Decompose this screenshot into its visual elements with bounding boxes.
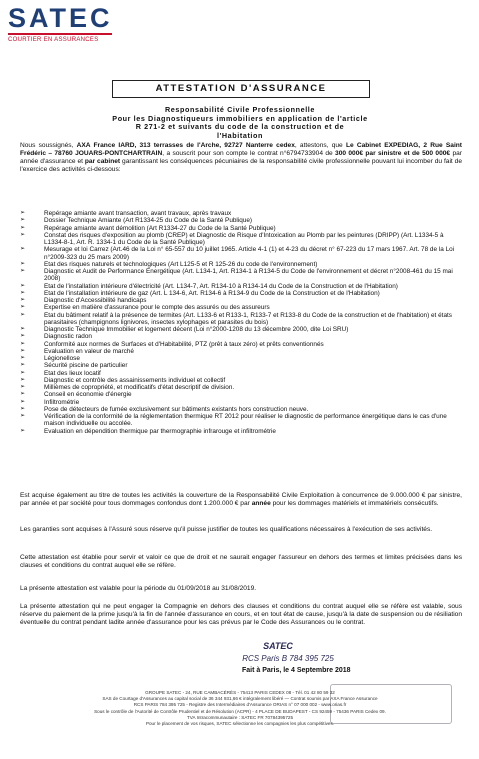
logo-subtitle: COURTIER EN ASSURANCES [8,37,99,43]
intro-text: , attestons, que [294,142,346,149]
activity-text: Légionellose [44,355,80,362]
arrow-bullet-icon: ➢ [20,246,26,253]
arrow-bullet-icon: ➢ [20,413,26,419]
activity-item [20,333,462,340]
subtitle-line: R 271-2 et suivants du code de la construction et de [135,122,345,132]
activity-item [20,428,462,435]
activity-text: Etat de l'installation intérieure de gaz (Art. L 134-6, Art. R134-6 à R134-9 du Code de la Construction et de l'Habitation) [44,289,380,297]
arrow-bullet-icon: ➢ [20,224,26,231]
signature-name: SATEC [263,641,293,651]
footer [20,690,460,727]
subtitle-line: Pour les Diagnostiqueurs immobiliers en application de l'article [112,113,368,123]
document-title: ATTESTATION D'ASSURANCE [112,80,370,98]
activity-item [20,283,462,290]
arrow-bullet-icon: ➢ [20,326,26,332]
insured-name: Le Cabinet EXPEDIAG, 2 Rue Saint Frédéric – 78760 JOUARS-PONTCHARTRAIN [20,142,463,157]
intro-text: Nous soussignés, [20,142,77,149]
logo-word: SATEC [8,3,113,33]
document-subtitle [20,106,460,140]
activity-text: Etat du bâtiment relatif à la présence de termites (Art. L133-6 et R133-1, R133-7 et R133-8 du Code de la construction et de l'habitation) et états parasitaires (champignons lignivores, insectes xylophages et parasites du bois) [44,311,452,326]
activity-text: Repérage amiante avant démolition (Art R1334-27 du Code de la Santé Publique) [44,224,276,232]
arrow-bullet-icon: ➢ [20,369,26,376]
rc-exploitation-paragraph [20,492,462,508]
intro-text: , a souscrit pour son compte le contrat n°6794733904 de [162,149,336,157]
activity-text: Diagnostic Technique Immobilier et logement décent (Loi n°2000-1208 du 13 décembre 2000, dite Loi SRU) [44,326,349,333]
subtitle-line: l'Habitation [216,130,264,140]
para-text: pour les dommages matériels et immatériels consécutifs. [270,499,439,507]
coverage-amount: 300 000€ par sinistre et de 500 000€ [335,149,451,157]
validity-terms-paragraph: Cette attestation est établie pour servir et valoir ce que de droit et ne saurait engager l'assureur en dehors des termes et limites précisées dans les clauses et conditions du contrat auquel elle se réfère. [20,554,462,569]
arrow-bullet-icon: ➢ [20,391,26,398]
activity-item [20,341,462,348]
arrow-bullet-icon: ➢ [20,347,26,354]
activity-item [20,326,462,333]
activity-text: Etat de l'installation intérieure d'électricité (Art. L134-7, Art. R134-10 à R134-14 du Code de la Construction et de l'Habitation) [44,282,398,290]
arrow-bullet-icon: ➢ [20,398,26,405]
arrow-bullet-icon: ➢ [20,376,26,383]
activity-text: Mesurage et loi Carrez (Art.46 de la Loi n° 65-557 du 10 juillet 1965. Article 4-1 (1) et 4-23 du décret n° 67-223 du 17 mars 1967. Art. 78 de la Loi n°2009-323 du 25 mars 2009) [44,246,455,261]
activity-item [20,391,462,398]
activity-text: Diagnostic d'Accessibilité handicaps [44,297,147,304]
activity-text: Constat des risques d'exposition au plomb (CREP) et Diagnostic de Risque d'Intoxication au Plomb par les peintures (DRIPP) (Art. L1334-5 à L1334-8-1, Art. R. 1334-1 du Code de la Santé Publique) [44,231,444,246]
activity-text: Pose de détecteurs de fumée exclusivement sur bâtiments existants hors construction neuve. [44,405,309,413]
activity-text: Etat des lieux locatif [44,369,101,377]
activity-item [20,210,462,217]
arrow-bullet-icon: ➢ [20,362,26,369]
arrow-bullet-icon: ➢ [20,340,26,347]
activity-text: Evaluation en dépendition thermique par thermographie infrarouge et infiltrométrie [44,427,276,435]
subtitle-line: Responsabilité Civile Professionnelle [164,105,316,114]
arrow-bullet-icon: ➢ [20,282,26,289]
arrow-bullet-icon: ➢ [20,289,26,296]
footer-line: Sous le contrôle de l'Autorité de Contrôle Prudentiel et de Résolution (ACPR) - 4 PLACE DE BUDAPEST - CS 92459 - 75436 PARIS Cedex 09. [94,708,386,714]
footer-line: GROUPE SATEC - 24, RUE CAMBACÉRÈS - 75413 PARIS CEDEX 08 - Tél. 01 42 80 59 32 [145,690,335,695]
intro-text: par année d'assurance et [20,149,462,165]
signature-rcs: RCS Paris B 784 395 725 [242,654,334,663]
arrow-bullet-icon: ➢ [20,297,26,303]
footer-line: RCS PARIS 784 395 725 - Registre des Intermédiaires d'Assurance ORIAS n° 07 000 002 - www.orias.fr [133,702,347,708]
insurer-name: AXA France IARD, 313 terrasses de l'Arche, 92727 Nanterre cedex [76,142,295,149]
activity-text: Expertise en matière d'assurance pour le compte des assurés ou des assureurs [44,304,270,312]
conditions-paragraph: La présente attestation qui ne peut engager la Compagnie en dehors des clauses et conditions du contrat auquel elle se réfère est valable, sous réserve du paiement de la prime jusqu'à la fin de l'année d'assurance en cours, et en tout état de cause, jusqu'à la date de suspension ou de résiliation éventuelle du contrat pendant ladite année d'assurance pour les cas prévus par le Code des Assurances ou le contrat. [20,603,462,626]
activities-list [20,210,462,435]
arrow-bullet-icon: ➢ [20,217,26,224]
arrow-bullet-icon: ➢ [20,427,26,434]
activity-item [20,290,462,297]
activity-item [20,246,462,261]
guarantees-paragraph: Les garanties sont acquises à l'Assuré sous réserve qu'il puisse justifier de toutes les qualifications nécessaires à l'exécution de ses activités. [20,526,433,533]
activity-item [20,362,462,369]
intro-paragraph [20,142,462,174]
intro-text: garantissant les conséquences pécuniaires de la responsabilité civile professionnelle pouvant lui incomber du fait de l'exercice des activités ci-dessous: [20,157,462,173]
activity-text: Diagnostic et contrôle des assainissements individuel et collectif [44,376,226,384]
footer-line: SAS de Courtage d'Assurances au capital social de 36 344 931,66 € intégralement libéré — Contrat soumis par AXA France Assurance [102,696,378,702]
activity-item [20,370,462,377]
activity-text: Vérification de la conformité de la réglementation thermique RT 2012 pour réaliser le diagnostic de performance énergétique dans le cas d'une maison individuelle ou accolée. [44,413,447,428]
activity-item [20,377,462,384]
satec-logo [8,4,128,43]
place-date: Fait à Paris, le 4 Septembre 2018 [242,667,351,674]
activity-item [20,413,462,428]
activity-text: Diagnostic radon [44,333,92,341]
arrow-bullet-icon: ➢ [20,210,26,216]
arrow-bullet-icon: ➢ [20,268,26,274]
activity-text: Conseil en économie d'énergie [44,391,132,399]
activity-item [20,304,462,311]
para-text: Est acquise également au titre de toutes les activités la couverture de la Responsabilité Civile Exploitation à concurrence de 9.000.000 € par sinistre, par année et par société pour tous dommages confondus dont 1.200.000 € par [20,492,462,507]
activity-item [20,384,462,391]
activity-item [20,261,462,268]
arrow-bullet-icon: ➢ [20,355,26,361]
arrow-bullet-icon: ➢ [20,231,26,238]
activity-item [20,312,462,327]
arrow-bullet-icon: ➢ [20,304,26,311]
activity-item [20,217,462,224]
arrow-bullet-icon: ➢ [20,260,26,267]
footer-line: Pour le placement de vos risques, SATEC sélectionne les compagnies les plus compétitives. [145,721,335,727]
activity-item [20,355,462,362]
activity-text: Dossier Technique Amiante (Art R1334-25 du Code de la Santé Publique) [44,217,253,225]
arrow-bullet-icon: ➢ [20,384,26,390]
coverage-scope: par cabinet [84,157,121,165]
activity-text: Evaluation en valeur de marché [44,347,134,355]
arrow-bullet-icon: ➢ [20,311,26,318]
activity-text: Infiltrométrie [44,398,80,406]
activity-text: Diagnostic et Audit de Performance Energétique (Art. L134-1, Art. R134-1 à R134-5 du Code de l'environnement et décret n°2008-461 du 15 mai 2008) [44,268,453,283]
activity-item [20,297,462,304]
activity-item [20,406,462,413]
arrow-bullet-icon: ➢ [20,405,26,412]
activity-item [20,399,462,406]
activity-text: Sécurité piscine de particulier [44,362,128,370]
footer-line: TVA Intracommunautaire : SATEC FR 70784395725 [186,714,294,720]
logo-underline [8,33,112,35]
arrow-bullet-icon: ➢ [20,333,26,340]
activity-text: Repérage amiante avant transaction, avant travaux, après travaux [44,210,232,217]
activity-item [20,348,462,355]
activity-item [20,225,462,232]
para-bold: année [251,499,271,507]
activity-text: Etat des risques naturels et technologiques (Art L125-5 et R 125-26 du code de l'environnement) [44,260,318,268]
activity-item [20,232,462,247]
activity-text: Conformité aux normes de Surfaces et d'Habitabilité, PTZ (prêt à taux zéro) et prêts conventionnés [44,340,324,348]
validity-period: La présente attestation est valable pour la période du 01/09/2018 au 31/08/2019. [20,585,257,592]
activity-item [20,268,462,283]
activity-text: Millièmes de copropriété, et modificatifs d'état descriptif de division. [44,384,235,391]
